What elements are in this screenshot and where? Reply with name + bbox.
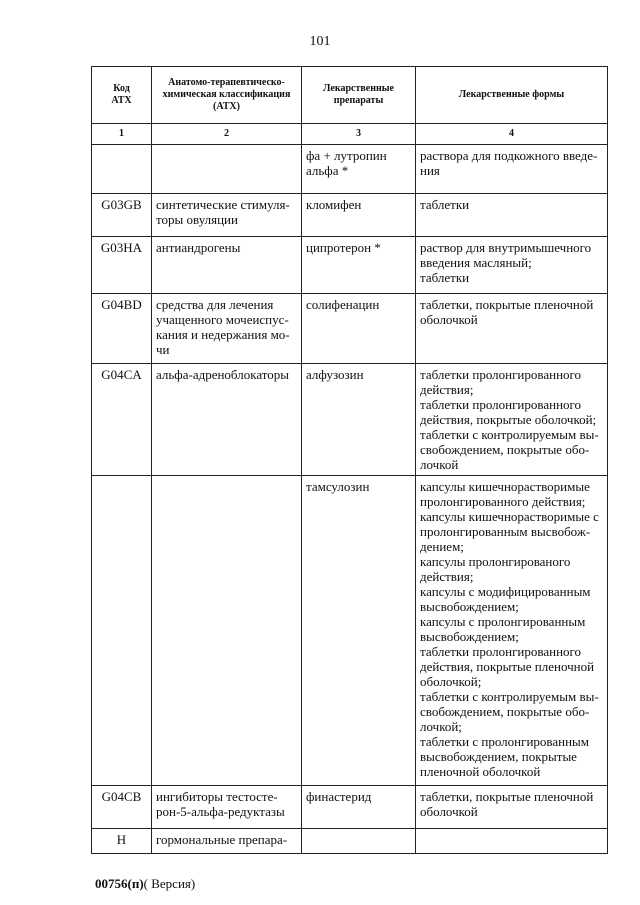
table-row xyxy=(92,237,608,294)
column-number: 2 xyxy=(152,124,302,145)
atx-code xyxy=(92,145,152,194)
drug-name: кломифен xyxy=(302,194,416,237)
atx-code: G04BD xyxy=(92,294,152,364)
header-code: Код АТХ xyxy=(92,67,152,124)
atx-code: H xyxy=(92,829,152,854)
table-row xyxy=(92,294,608,364)
atx-classification: гормональные препара- xyxy=(152,829,302,854)
atx-classification xyxy=(152,476,302,786)
table-row xyxy=(92,364,608,476)
drug-name: финастерид xyxy=(302,786,416,829)
drug-name: алфузозин xyxy=(302,364,416,476)
dosage-forms: таблетки, покрытые пленочной оболочкой xyxy=(416,786,608,829)
drug-name xyxy=(302,829,416,854)
dosage-forms: таблетки, покрытые пленочной оболочкой xyxy=(416,294,608,364)
drug-name: ципротерон * xyxy=(302,237,416,294)
column-number: 3 xyxy=(302,124,416,145)
drug-name: солифенацин xyxy=(302,294,416,364)
footer xyxy=(95,876,195,892)
atx-classification: средства для лечения учащенного мочеиспус- кания и недержания мо- чи xyxy=(152,294,302,364)
column-number: 1 xyxy=(92,124,152,145)
column-number: 4 xyxy=(416,124,608,145)
page-number: 101 xyxy=(309,34,331,49)
header-drugs: Лекарственные препараты xyxy=(302,67,416,124)
header-classification: Анатомо-терапевтическо- химическая классификация (АТХ) xyxy=(152,67,302,124)
atx-code: G04CB xyxy=(92,786,152,829)
table-row xyxy=(92,786,608,829)
column-number-row xyxy=(92,124,608,145)
header-forms: Лекарственные формы xyxy=(416,67,608,124)
table-row xyxy=(92,145,608,194)
atx-code: G03GB xyxy=(92,194,152,237)
atx-classification xyxy=(152,145,302,194)
atx-classification: синтетические стимуля- торы овуляции xyxy=(152,194,302,237)
document-code: 00756(п) xyxy=(95,876,144,891)
dosage-forms: капсулы кишечнорастворимые пролонгированного действия; капсулы кишечнорастворимые с пролонгированным высвобож- дением; капсулы пролонгированого действия; капсулы с модифицированным высвобождением; капсулы с пролонгированным высвобождением; таблетки пролонгированного действия, покрытые пленочной оболочкой; таблетки с контролируемым вы- свобождением, покрытые обо- лочкой; таблетки с пролонгированным высвобождением, покрытые пленочной оболочкой xyxy=(416,476,608,786)
dosage-forms xyxy=(416,829,608,854)
dosage-forms: раствора для подкожного введе- ния xyxy=(416,145,608,194)
atx-code xyxy=(92,476,152,786)
atx-classification: антиандрогены xyxy=(152,237,302,294)
dosage-forms: таблетки xyxy=(416,194,608,237)
atx-classification: альфа-адреноблокаторы xyxy=(152,364,302,476)
atx-table xyxy=(91,66,608,854)
drug-name: фа + лутропин альфа * xyxy=(302,145,416,194)
atx-code: G04CA xyxy=(92,364,152,476)
header-row xyxy=(92,67,608,124)
drug-name: тамсулозин xyxy=(302,476,416,786)
atx-classification: ингибиторы тестосте- рон-5-альфа-редуктазы xyxy=(152,786,302,829)
dosage-forms: раствор для внутримышечного введения масляный; таблетки xyxy=(416,237,608,294)
dosage-forms: таблетки пролонгированного действия; таблетки пролонгированного действия, покрытые оболочкой; таблетки с контролируемым вы- свобождением, покрытые обо- лочкой xyxy=(416,364,608,476)
table-row xyxy=(92,194,608,237)
table-row xyxy=(92,476,608,786)
version-label: ( Версия) xyxy=(143,876,196,891)
table-row xyxy=(92,829,608,854)
atx-code: G03HA xyxy=(92,237,152,294)
